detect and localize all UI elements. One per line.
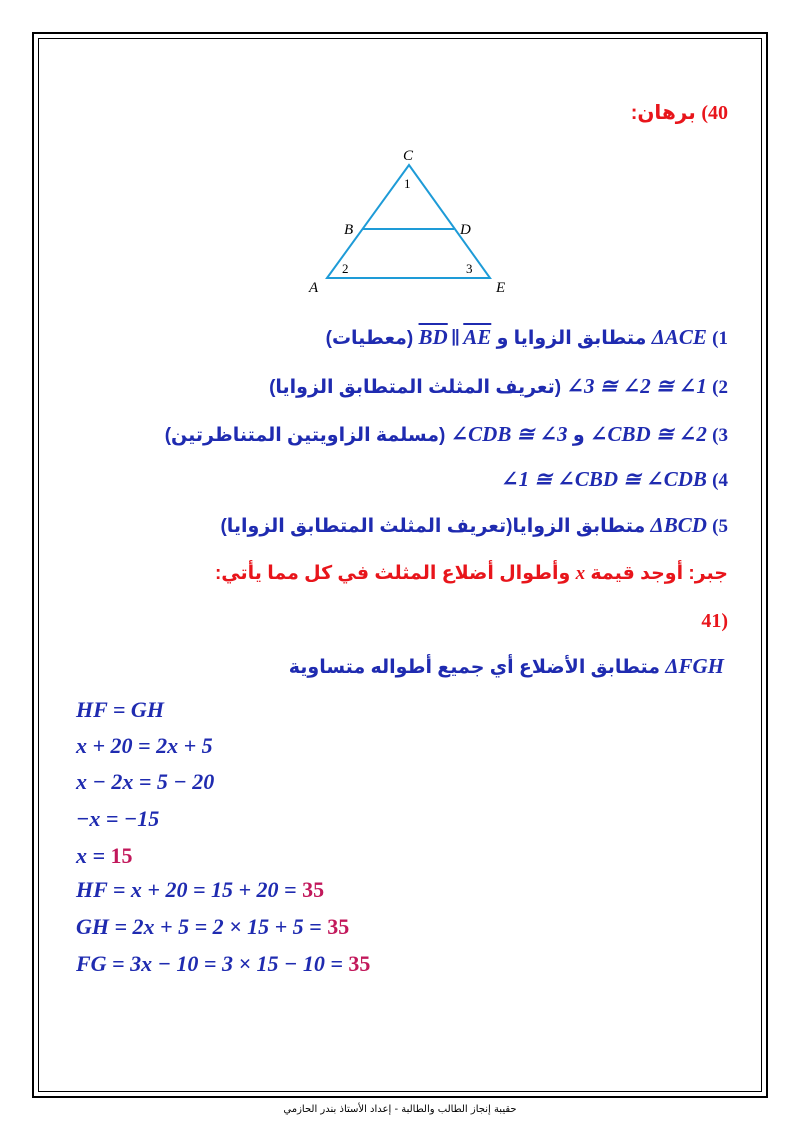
page-footer: حقيبة إنجاز الطالب والطالبة - إعداد الأستاذ بندر الحازمي — [283, 1104, 517, 1115]
angle-label-2: 2 — [342, 261, 349, 276]
angle-label-1: 1 — [404, 176, 411, 191]
step-1 — [76, 697, 164, 723]
q40-title: برهان: — [630, 102, 696, 124]
angle-label-3: 3 — [466, 261, 473, 276]
segment-bd-label: $\overline{BD}$ — [418, 325, 448, 349]
q41-statement — [289, 654, 724, 679]
label-a: A — [309, 280, 319, 296]
step-6 — [76, 877, 324, 903]
step-3 — [76, 769, 214, 795]
step-7-result: 35 — [327, 914, 350, 939]
proof-line-5 — [220, 513, 728, 538]
proof-2-number: 2) — [712, 377, 728, 398]
step-7 — [76, 914, 349, 940]
step-4-expr: −x = −15 — [76, 806, 160, 831]
label-e: E — [496, 280, 506, 296]
proof-3-joiner: و — [572, 425, 585, 446]
proof-line-1 — [326, 325, 728, 350]
proof-1-math: ΔACE — [651, 325, 707, 349]
proof-3-number: 3) — [712, 425, 728, 446]
step-5-expr: x = — [76, 843, 111, 868]
proof-line-3 — [165, 421, 728, 447]
proof-4-number: 4) — [712, 470, 728, 491]
label-d: D — [460, 222, 471, 238]
algebra-instruction — [215, 562, 728, 585]
step-6-result: 35 — [302, 877, 325, 902]
proof-3-math-2: ∠CDB ≅ ∠3 — [450, 422, 568, 446]
step-2-expr: x + 20 = 2x + 5 — [76, 733, 213, 758]
parallel-symbol: ∥ — [450, 328, 461, 348]
proof-1-reason: (معطيات) — [325, 328, 414, 349]
segment-ae-label: $\overline{AE}$ — [463, 325, 492, 349]
step-8 — [76, 951, 370, 977]
proof-1-segments — [418, 325, 492, 349]
proof-line-2 — [269, 373, 728, 399]
proof-4-math: ∠1 ≅ ∠CBD ≅ ∠CDB — [501, 467, 707, 491]
step-5-result: 15 — [110, 843, 133, 868]
algebra-variable: x — [575, 563, 586, 584]
q41-triangle: ΔFGH — [665, 654, 724, 678]
q40-heading — [631, 100, 728, 125]
step-3-expr: x − 2x = 5 − 20 — [76, 769, 215, 794]
q40-number: 40) — [701, 102, 728, 124]
proof-1-number: 1) — [712, 328, 728, 349]
step-1-expr: HF = GH — [76, 697, 164, 722]
q41-number — [701, 610, 728, 633]
proof-5-text: متطابق الزوايا(تعريف المثلث المتطابق الزوايا) — [220, 516, 646, 537]
step-2 — [76, 733, 213, 759]
proof-3-math-1: ∠CBD ≅ ∠2 — [589, 422, 707, 446]
step-7-expr: GH = 2x + 5 = 2 × 15 + 5 = — [76, 914, 328, 939]
algebra-prefix: جبر: أوجد قيمة — [590, 563, 728, 584]
proof-2-math: ∠3 ≅ ∠2 ≅ ∠1 — [566, 374, 707, 398]
step-6-expr: HF = x + 20 = 15 + 20 = — [76, 877, 303, 902]
step-5 — [76, 843, 133, 869]
step-8-result: 35 — [348, 951, 371, 976]
step-4 — [76, 806, 159, 832]
proof-3-reason: (مسلمة الزاويتين المتناظرتين) — [164, 425, 446, 446]
proof-1-text: متطابق الزوايا و — [496, 328, 647, 349]
step-8-expr: FG = 3x − 10 = 3 × 15 − 10 = — [76, 951, 349, 976]
label-b: B — [344, 222, 354, 238]
proof-2-reason: (تعريف المثلث المتطابق الزوايا) — [269, 377, 562, 398]
proof-5-math: ΔBCD — [650, 513, 707, 537]
q41-number-text: (41 — [701, 610, 728, 632]
algebra-suffix: وأطوال أضلاع المثلث في كل مما يأتي: — [214, 563, 571, 584]
label-c: C — [403, 148, 414, 164]
proof-line-4 — [501, 466, 728, 492]
triangle-figure — [300, 140, 520, 300]
proof-5-number: 5) — [712, 516, 728, 537]
q41-statement-text: متطابق الأضلاع أي جميع أطواله متساوية — [288, 657, 661, 678]
